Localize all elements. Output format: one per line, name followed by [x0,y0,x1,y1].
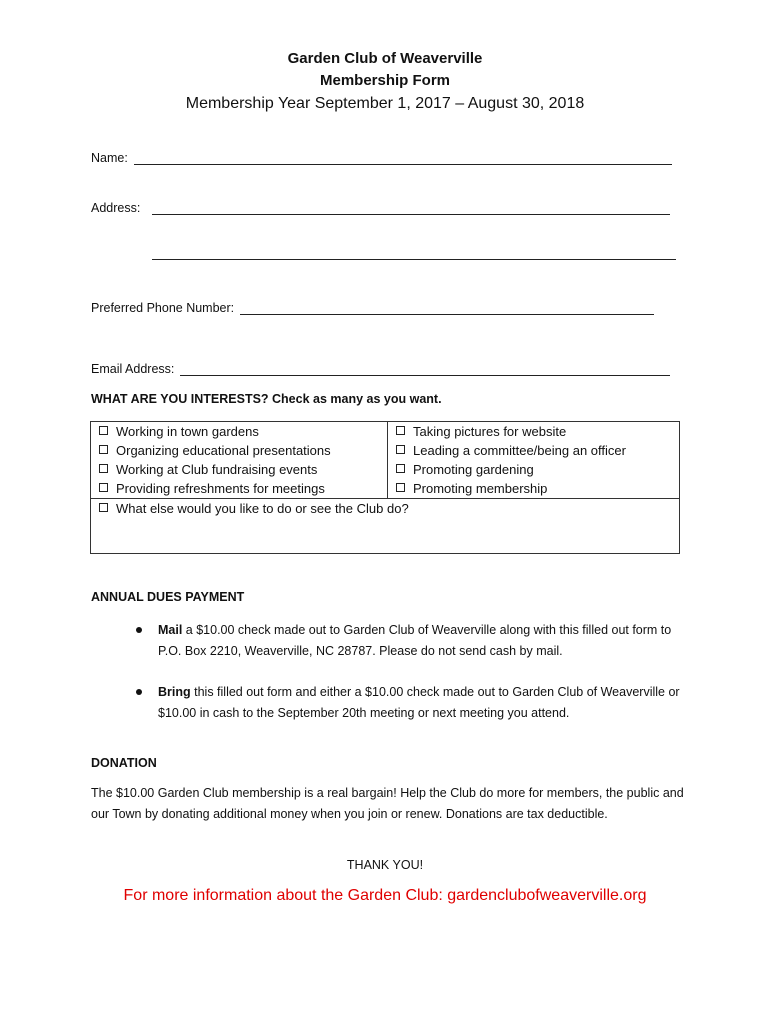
dues-list [130,620,690,744]
interests-table [90,421,680,554]
address-input-line-1[interactable] [152,200,670,215]
bring-bold: Bring [158,685,191,699]
interest-option[interactable] [396,441,671,460]
email-label: Email Address: [91,362,175,376]
membership-year: Membership Year September 1, 2017 – August 30, 2018 [185,95,585,112]
checkbox-icon[interactable] [396,445,405,454]
dues-mail-item [130,620,690,662]
interest-option[interactable] [99,460,379,479]
interests-left-column [91,422,388,499]
phone-input-line[interactable] [240,300,654,315]
interest-option[interactable] [99,422,379,441]
interest-option[interactable] [396,479,671,498]
donation-heading: DONATION [91,756,157,770]
checkbox-icon[interactable] [396,464,405,473]
form-subtitle: Membership Form [319,72,451,89]
interest-label: What else would you like to do or see the Club do? [116,501,409,516]
phone-label: Preferred Phone Number: [91,301,235,315]
interest-label: Promoting gardening [413,462,534,477]
other-interests-cell[interactable] [91,499,680,554]
interest-option[interactable] [99,441,379,460]
address-input-line-2[interactable] [152,259,676,260]
dues-bring-item [130,682,690,724]
more-info-link[interactable]: For more information about the Garden Club: gardenclubofweaverville.org [123,887,647,904]
email-field-row [91,361,670,376]
interests-right-column [388,422,680,499]
interest-option[interactable] [99,479,379,498]
checkbox-icon[interactable] [99,445,108,454]
interest-label: Working at Club fundraising events [116,462,318,477]
name-field-row [91,150,672,165]
dues-heading: ANNUAL DUES PAYMENT [91,590,245,604]
address-label: Address: [91,201,141,215]
email-input-line[interactable] [180,361,670,376]
interest-label: Taking pictures for website [413,424,567,439]
interest-label: Promoting membership [413,481,548,496]
form-title: Garden Club of Weaverville [287,50,483,67]
bring-text: this filled out form and either a $10.00 check made out to Garden Club of Weaverville or $10.00 in cash to the September 20th meeting or next meeting you attend. [158,685,680,720]
mail-bold: Mail [158,623,183,637]
thank-you: THANK YOU! [346,858,424,872]
interest-option[interactable] [396,460,671,479]
name-label: Name: [91,151,128,165]
name-input-line[interactable] [134,150,672,165]
interest-option[interactable] [396,422,671,441]
interest-label: Working in town gardens [116,424,259,439]
interest-label: Organizing educational presentations [116,443,331,458]
interest-label: Providing refreshments for meetings [116,481,325,496]
checkbox-icon[interactable] [99,503,108,512]
interests-heading: WHAT ARE YOU INTERESTS? Check as many as you want. [91,392,442,406]
interest-option-other[interactable] [99,499,671,518]
bullet-icon [136,689,142,695]
interest-label: Leading a committee/being an officer [413,443,626,458]
checkbox-icon[interactable] [396,483,405,492]
bullet-icon [136,627,142,633]
phone-field-row [91,300,654,315]
checkbox-icon[interactable] [396,426,405,435]
address-field-row [91,200,670,215]
mail-text: a $10.00 check made out to Garden Club of Weaverville along with this filled out form to P.O. Box 2210, Weaverville, NC 28787. Please do not send cash by mail. [158,623,672,658]
donation-text: The $10.00 Garden Club membership is a real bargain! Help the Club do more for members, the public and our Town by donating additional money when you join or renew. Donations are tax deductible. [91,786,684,821]
checkbox-icon[interactable] [99,426,108,435]
checkbox-icon[interactable] [99,464,108,473]
checkbox-icon[interactable] [99,483,108,492]
